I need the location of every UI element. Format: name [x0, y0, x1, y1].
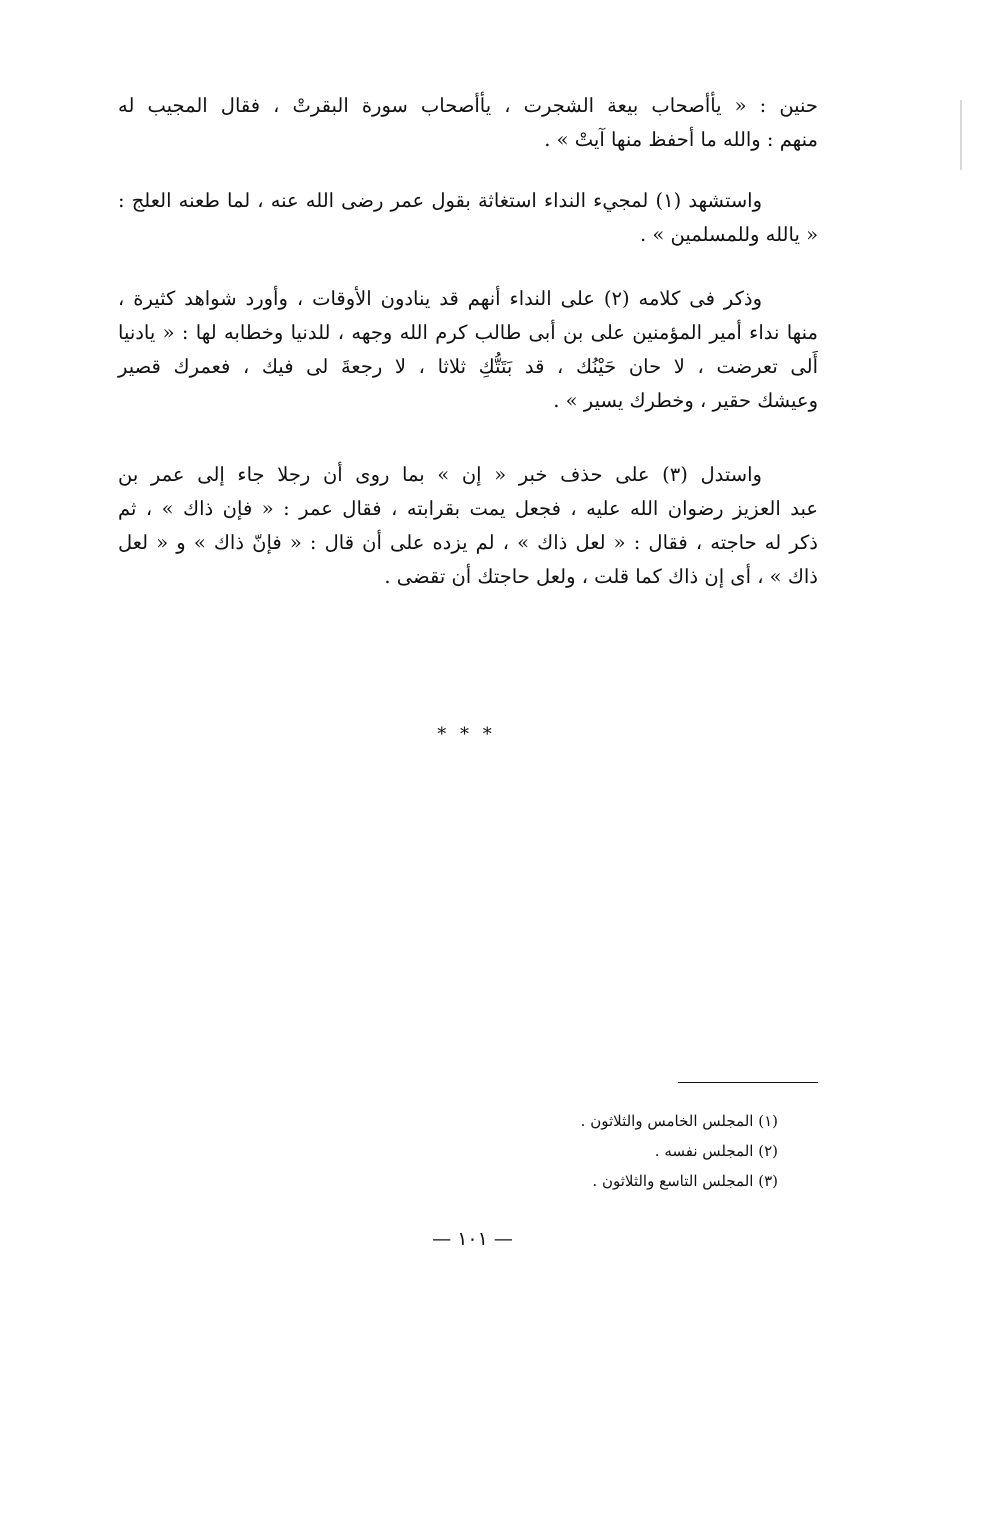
- paragraph-2: [118, 184, 818, 252]
- footnote-1: (١) المجلس الخامس والثلاثون .: [580, 1112, 778, 1130]
- paragraph-line: ذاك » ، أى إن ذاك كما قلت ، ولعل حاجتك أن تقضى .: [384, 565, 818, 588]
- paragraph-line: أَلى تعرضت ، لا حان حَيْنُك ، قد بَتَتُّكِ ثلاثا ، لا رجعةَ لى فيك ، فعمرك قصير: [118, 355, 818, 378]
- paragraph-line: عبد العزيز رضوان الله عليه ، فجعل يمت بقرابته ، فقال عمر : « فإن ذاك » ، ثم: [118, 497, 818, 520]
- footnote-2: (٢) المجلس نفسه .: [654, 1142, 778, 1160]
- paragraph-4: [118, 458, 818, 594]
- footnote-divider: [678, 1082, 818, 1083]
- paragraph-line: حنين : « يأأصحاب بيعة الشجرت ، يأأصحاب سورة البقرتْ ، فقال المجيب له: [118, 94, 818, 117]
- paragraph-3: [118, 282, 818, 418]
- paragraph-line: « يالله وللمسلمين » .: [639, 223, 818, 246]
- paragraph-line: وعيشك حقير ، وخطرك يسير » .: [553, 389, 818, 412]
- section-separator: * * *: [437, 724, 496, 745]
- footnotes: [398, 1106, 778, 1196]
- paragraph-line: واستشهد (١) لمجيء النداء استغاثة بقول عمر رضى الله عنه ، لما طعنه العلج :: [118, 189, 762, 212]
- paragraph-line: وذكر فى كلامه (٢) على النداء أنهم قد ينادون الأوقات ، وأورد شواهد كثيرة ،: [118, 287, 762, 310]
- footnote-3: (٣) المجلس التاسع والثلاثون .: [592, 1172, 778, 1190]
- paragraph-1: [118, 89, 818, 157]
- scan-edge-mark: [960, 100, 962, 170]
- paragraph-line: منها نداء أمير المؤمنين على بن أبى طالب كرم الله وجهه ، للدنيا وخطابه لها : « يادنيا: [118, 321, 818, 344]
- paragraph-line: ذكر له حاجته ، فقال : « لعل ذاك » ، لم يزده على أن قال : « فإنّ ذاك » و « لعل: [118, 531, 818, 554]
- paragraph-line: واستدل (٣) على حذف خبر « إن » بما روى أن رجلا جاء إلى عمر بن: [118, 463, 762, 486]
- paragraph-line: منهم : والله ما أحفظ منها آيتْ » .: [544, 128, 818, 151]
- page-number: — ١٠١ —: [432, 1228, 513, 1250]
